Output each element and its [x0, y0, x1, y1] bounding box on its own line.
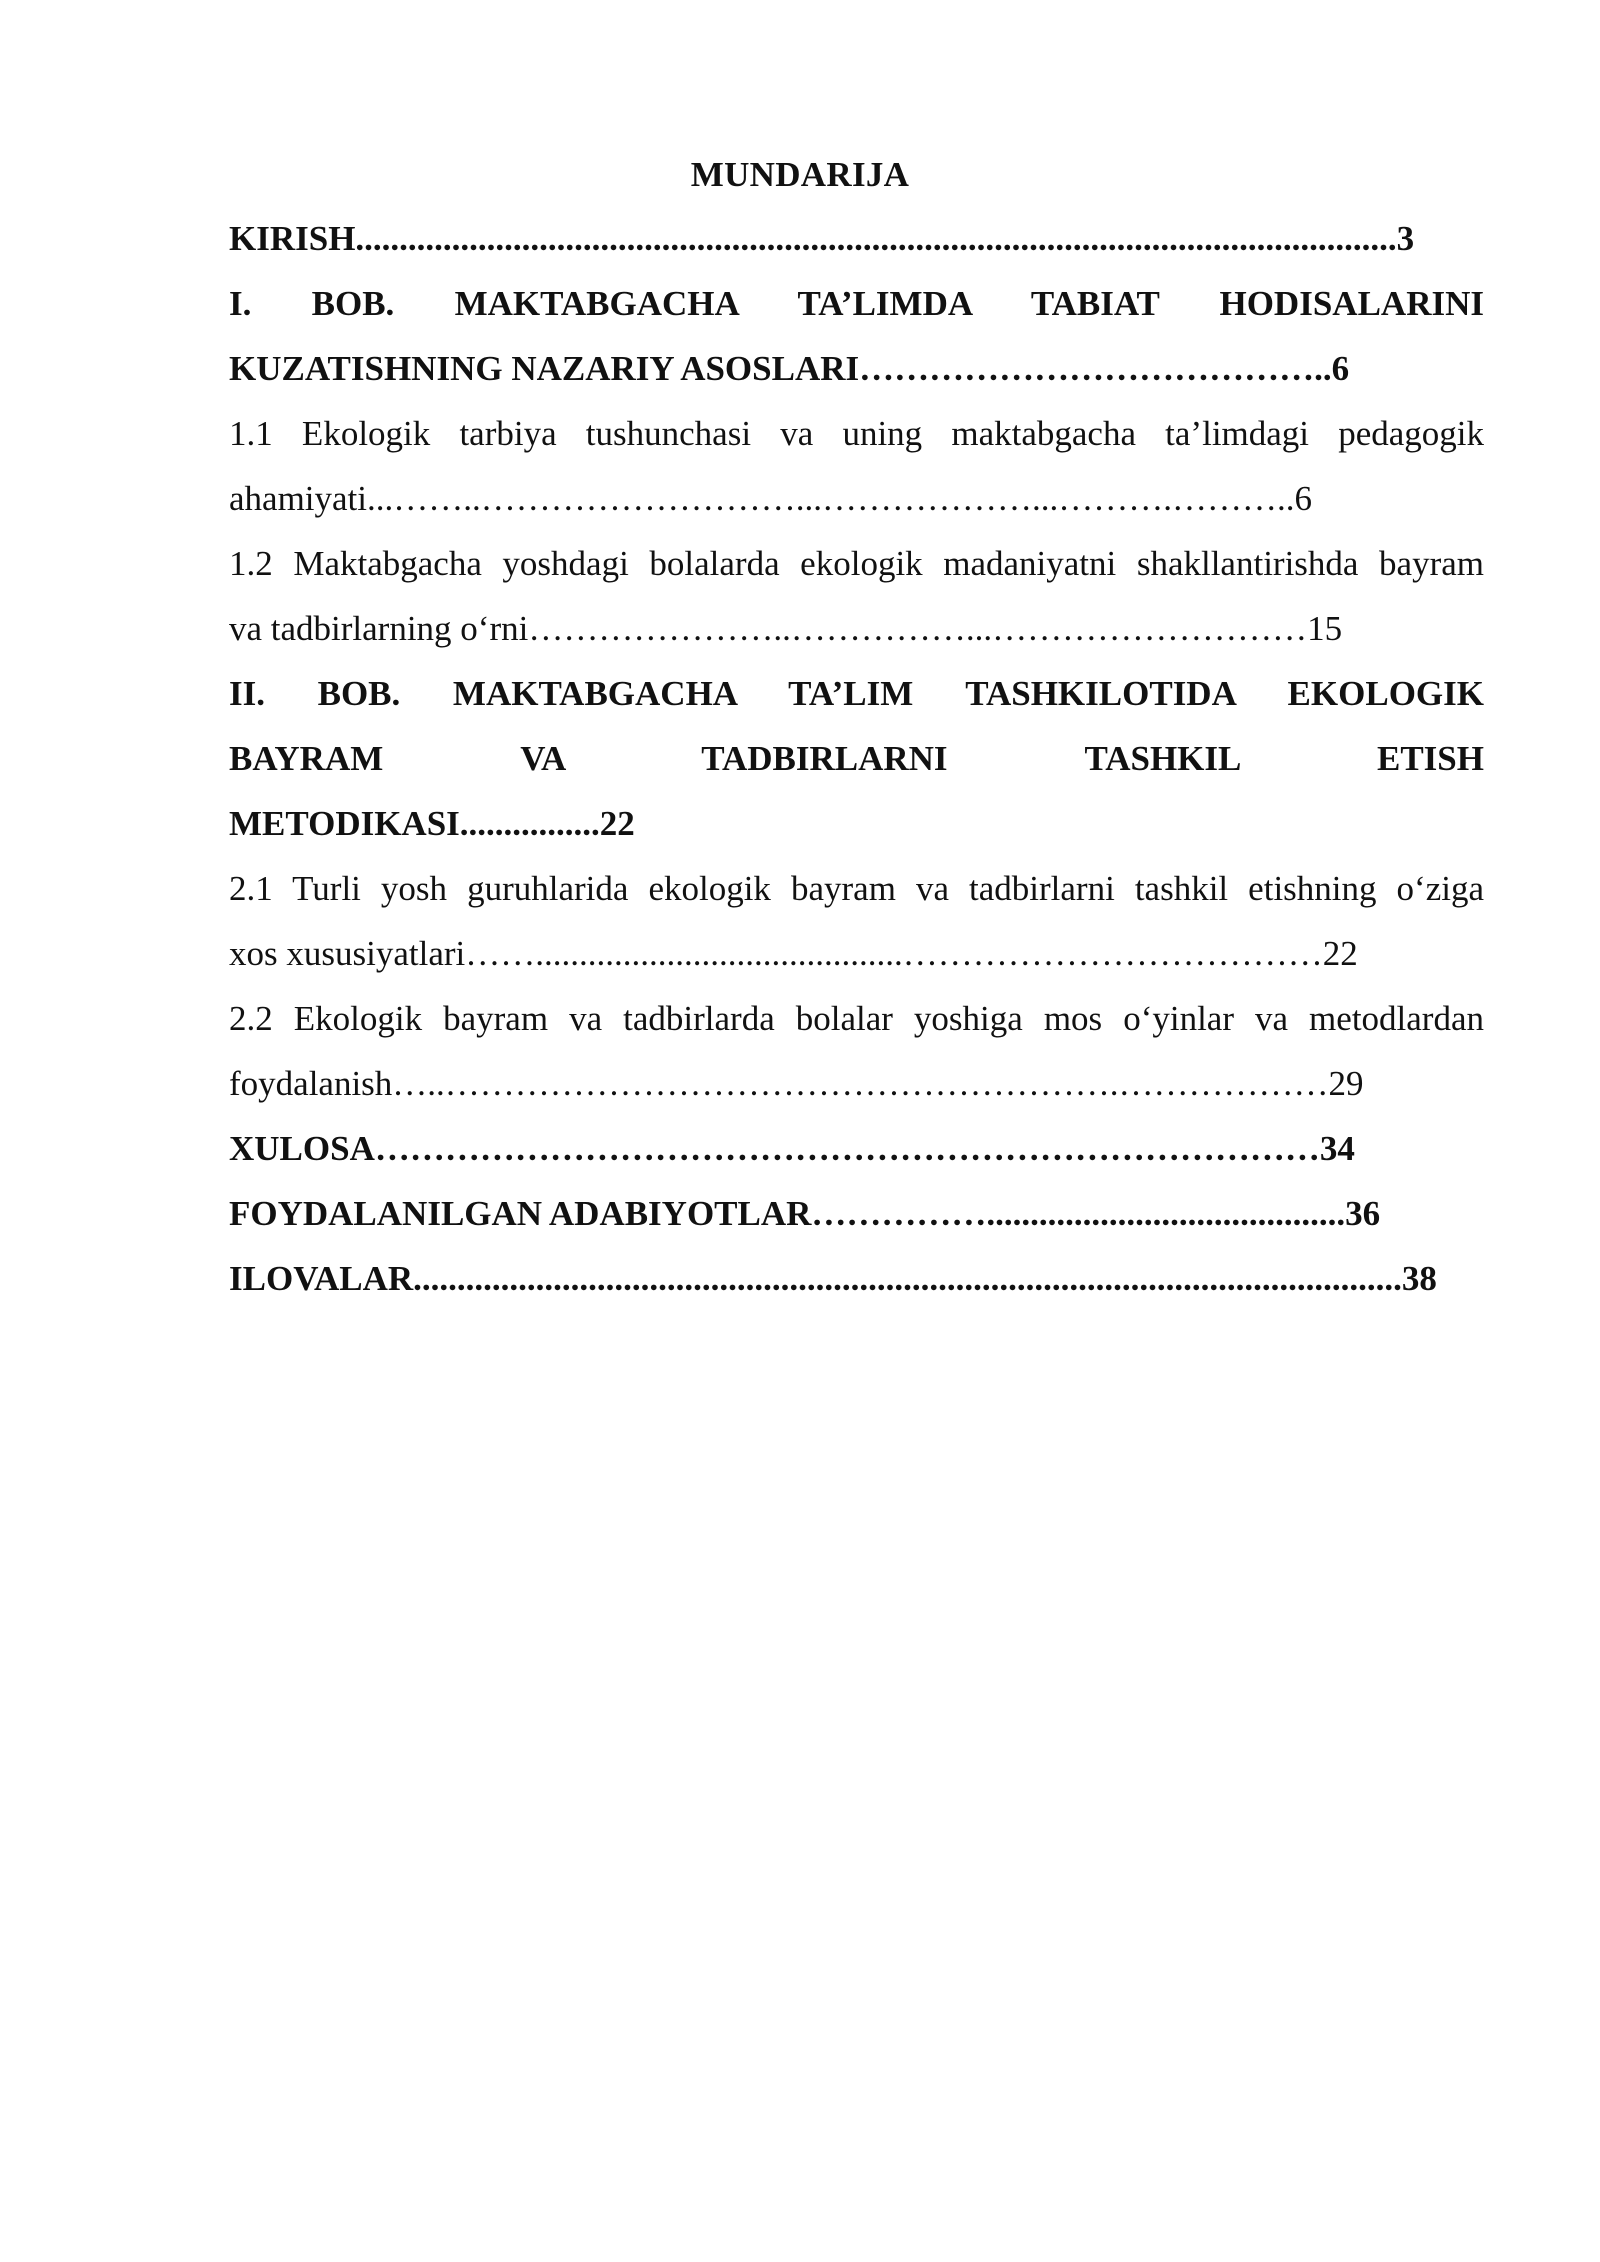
toc-chapter-2-heading-line-1: II. BOB. MAKTABGACHA TA’LIM TASHKILOTIDA EKOLOGIK [229, 674, 1484, 713]
toc-entry-kirish: KIRISH.......................................................................................................................3 [229, 219, 1415, 258]
toc-section-1-1-line-2: ahamiyati...……..………………………...………………...……….………..6 [229, 479, 1313, 518]
toc-entry-ilovalar: ILOVALAR.................................................................................................................38 [229, 1259, 1437, 1298]
toc-chapter-2-heading-line-2: BAYRAM VA TADBIRLARNI TASHKIL ETISH [229, 739, 1484, 778]
toc-section-2-1-line-2: xos xususiyatlari……..........................................………………………………22 [229, 934, 1358, 973]
toc-section-1-2-line-1: 1.2 Maktabgacha yoshdagi bolalarda ekologik madaniyatni shakllantirishda bayram [229, 544, 1484, 583]
toc-section-1-1-line-1: 1.1 Ekologik tarbiya tushunchasi va uning maktabgacha ta’limdagi pedagogik [229, 414, 1484, 453]
toc-chapter-1-heading-line-1: I. BOB. MAKTABGACHA TA’LIMDA TABIAT HODISALARINI [229, 284, 1484, 323]
toc-section-1-2-line-2: va tadbirlarning o‘rni…………………..……………...………………………15 [229, 609, 1343, 648]
toc-entry-xulosa: XULOSA………………………………………………………………………34 [229, 1129, 1355, 1168]
toc-section-2-2-line-2: foydalanish…..………………………………………………….………………29 [229, 1064, 1364, 1103]
toc-section-2-2-line-1: 2.2 Ekologik bayram va tadbirlarda bolalar yoshiga mos o‘yinlar va metodlardan [229, 999, 1484, 1038]
toc-section-2-1-line-1: 2.1 Turli yosh guruhlarida ekologik bayram va tadbirlarni tashkil etishning o‘ziga [229, 869, 1484, 908]
toc-chapter-2-heading-line-3: METODIKASI................22 [229, 804, 635, 843]
toc-chapter-1-heading-line-2: KUZATISHNING NAZARIY ASOSLARI…………………………………..6 [229, 349, 1350, 388]
page-title: MUNDARIJA [690, 155, 910, 194]
toc-entry-foydalanilgan-adabiyotlar: FOYDALANILGAN ADABIYOTLAR…………….........................................36 [229, 1194, 1381, 1233]
